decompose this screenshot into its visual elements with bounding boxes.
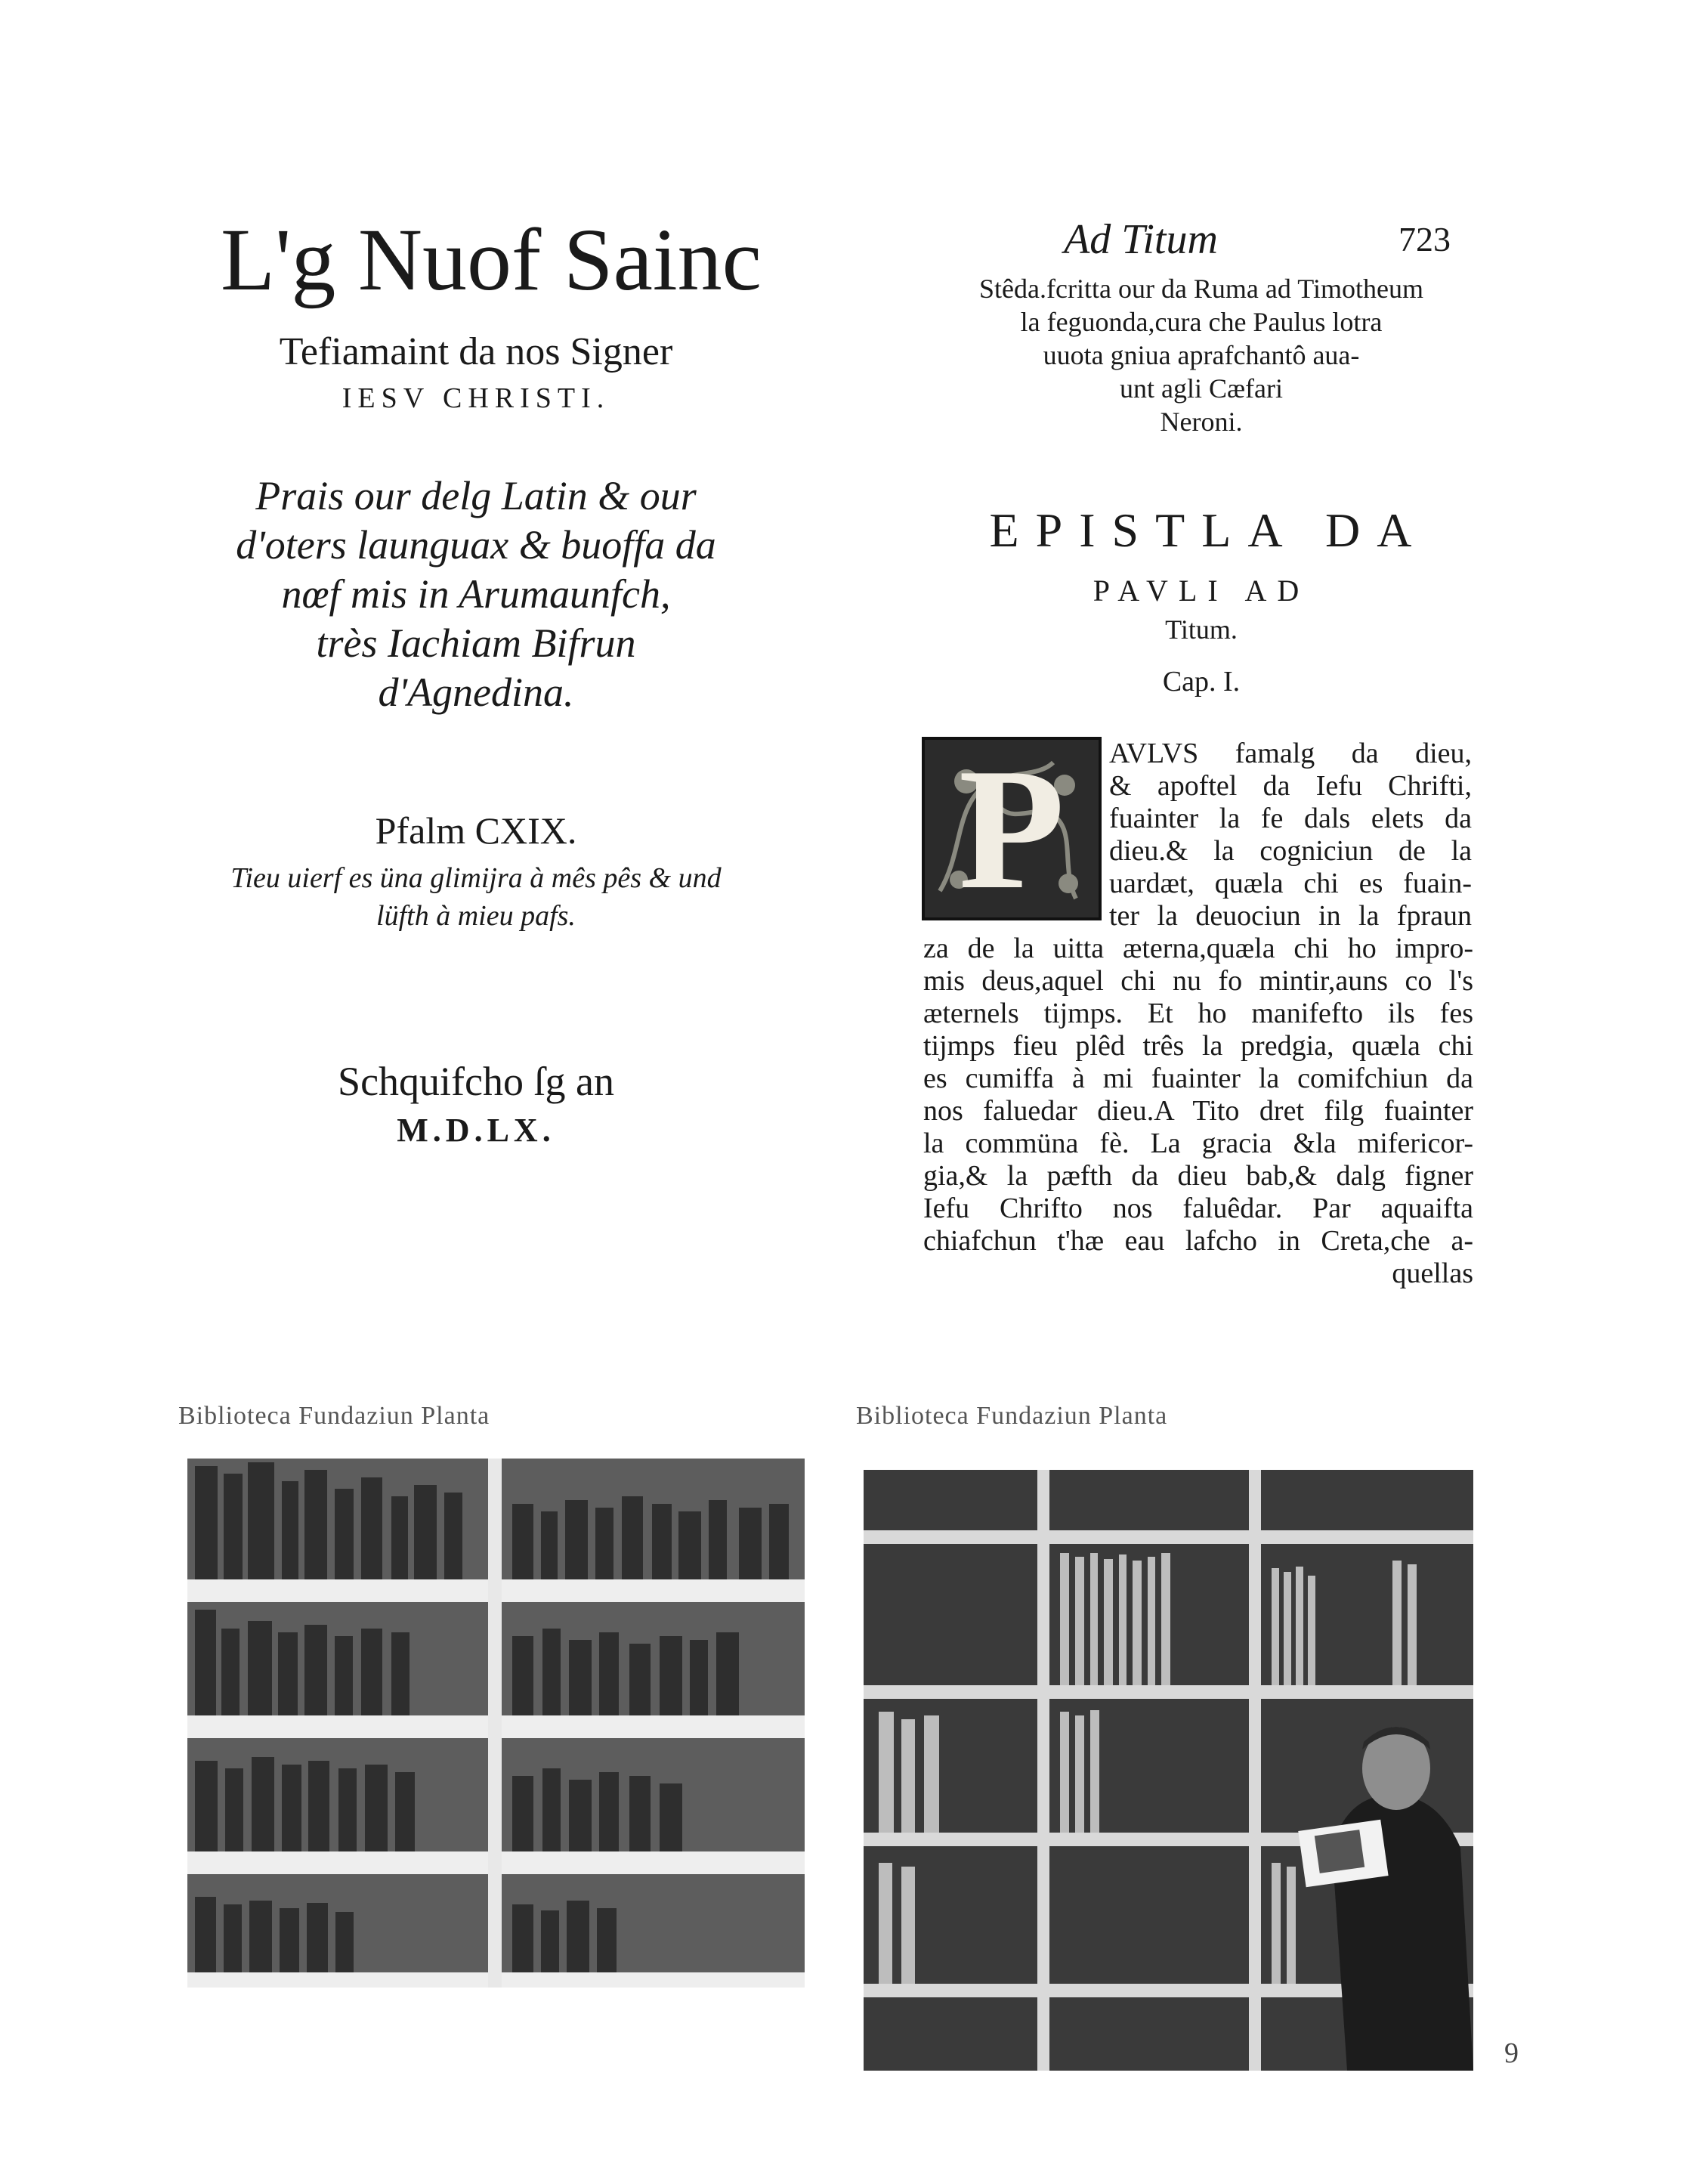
body-line: dieu.& la cogniciun de la (1109, 835, 1472, 867)
caption-left: Biblioteca Fundaziun Planta (178, 1402, 490, 1430)
bookshelf-photo-left (187, 1459, 805, 1988)
argument-line: uuota gniua aprafchantô aua- (1043, 340, 1360, 370)
body-line: nos faluedar dieu.A Tito dret filg fuainter (923, 1095, 1473, 1127)
body-line: ter la deuociun in la fpraun (1109, 900, 1472, 932)
body-line: æternels tijmps. Et ho manifefto ils fes (923, 998, 1473, 1029)
original-page-number: 723 (1398, 220, 1451, 258)
decorated-initial (922, 732, 1102, 925)
psalm-heading: Pfalm CXIX. (375, 809, 577, 852)
intro-line: d'Agnedina. (378, 670, 574, 715)
imprint-place: Schquifcho ſg an (338, 1059, 614, 1104)
body-line: la commüna fè. La gracia &la mifericor- (923, 1128, 1473, 1159)
intro-line: très Iachiam Bifrun (316, 620, 636, 666)
page-number: 9 (1504, 2037, 1519, 2069)
body-line: gia,& la pæfth da dieu bab,& dalg figner (923, 1160, 1473, 1192)
epistle-subtitle: PAVLI AD (1093, 574, 1310, 608)
body-line: AVLVS famalg da dieu, (1109, 738, 1472, 769)
title-name: IESV CHRISTI. (342, 382, 610, 414)
body-line: fuainter la fe dals elets da (1109, 803, 1472, 834)
psalm-line: lüfth à mieu pafs. (376, 900, 576, 932)
body-line: es cumiffa à mi fuainter la comifchiun da (923, 1063, 1473, 1094)
title-subtitle: Tefiamaint da nos Signer (279, 330, 673, 373)
body-line: & apoftel da Iefu Chrifti, (1109, 770, 1472, 802)
epistle-subtitle-2: Titum. (1165, 614, 1238, 645)
intro-line: Prais our delg Latin & our (255, 473, 697, 518)
body-line: mis deus,aquel chi nu fo mintir,auns co l's (923, 965, 1473, 997)
argument-line: la feguonda,cura che Paulus lotra (1020, 307, 1383, 337)
intro-line: nœf mis in Arumaunfch, (281, 571, 671, 617)
photo-old-books-shelf (187, 1459, 805, 1988)
chapter-heading: Cap. I. (1162, 666, 1241, 698)
caption-right: Biblioteca Fundaziun Planta (856, 1402, 1168, 1430)
photo-man-reading (864, 1470, 1473, 2071)
body-line: chiafchun t'hæ eau lafcho in Creta,che a- (923, 1225, 1473, 1257)
drop-cap-letter: P (958, 732, 1065, 925)
catchword: quellas (1392, 1258, 1473, 1289)
body-line: uardæt, quæla chi es fuain- (1109, 868, 1472, 899)
body-line: za de la uitta æterna,quæla chi ho impro- (923, 933, 1473, 964)
title-main: L'g Nuof Sainc (220, 210, 762, 309)
argument-line: unt agli Cæfari (1120, 373, 1283, 404)
running-head: Ad Titum (1064, 216, 1218, 263)
argument-line: Stêda.fcritta our da Ruma ad Timotheum (979, 274, 1423, 304)
body-line: Iefu Chrifto nos faluêdar. Par aquaifta (923, 1193, 1473, 1224)
intro-line: d'oters launguax & buoffa da (236, 522, 716, 568)
body-line: tijmps fieu plêd três la predgia, quæla chi (923, 1030, 1473, 1062)
imprint-year: M.D.LX. (397, 1112, 555, 1149)
psalm-line: Tieu uierf es üna glimijra à mês pês & und (230, 862, 722, 894)
argument-line: Neroni. (1160, 407, 1243, 437)
bookshelf-photo-right (864, 1470, 1473, 2071)
epistle-title: EPISTLA DA (989, 503, 1429, 557)
